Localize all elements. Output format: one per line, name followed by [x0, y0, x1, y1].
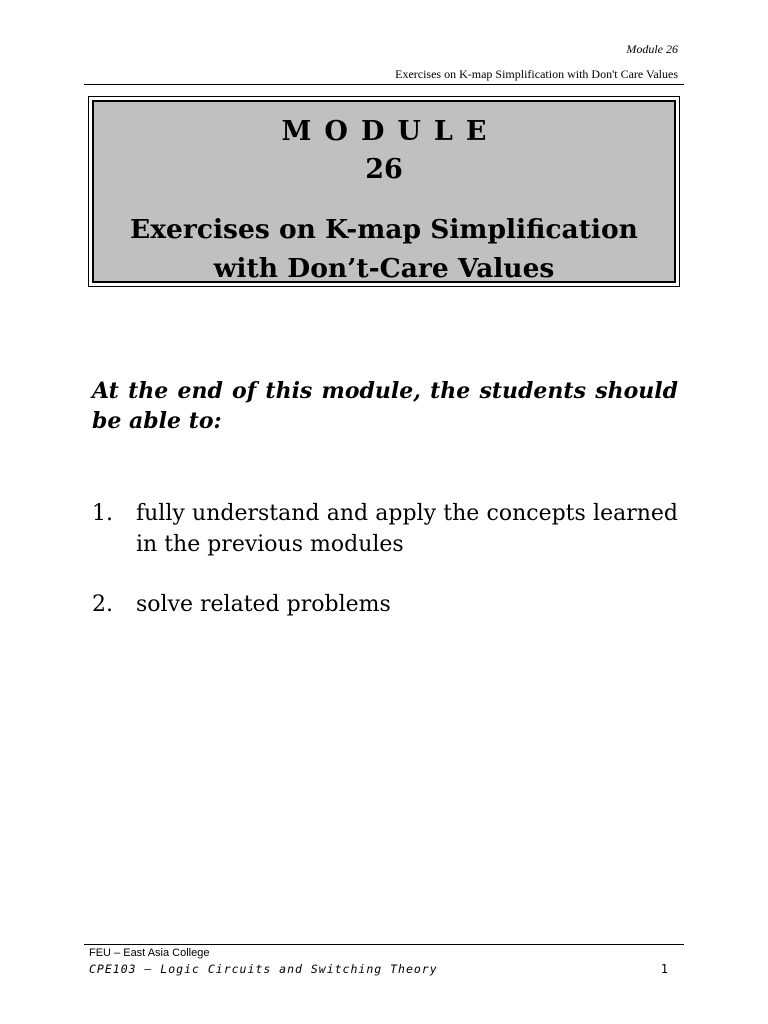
module-title-box	[88, 96, 680, 287]
objective-number: 1.	[92, 501, 113, 526]
objective-item-2	[92, 589, 678, 620]
header-subtitle: Exercises on K-map Simplification with Don't Care Values	[395, 67, 678, 81]
module-title	[94, 210, 674, 288]
objective-text: solve related problems	[136, 592, 391, 617]
header-module-label: Module 26	[626, 42, 678, 56]
module-title-line-1: Exercises on K-map Simplification	[130, 214, 638, 245]
objectives-intro: At the end of this module, the students should be able to:	[92, 378, 678, 434]
footer-course: CPE103 – Logic Circuits and Switching Theory	[89, 962, 438, 976]
objective-item-1	[92, 498, 678, 560]
module-title-box-inner	[92, 100, 676, 283]
objective-text: fully understand and apply the concepts learned in the previous modules	[136, 501, 678, 557]
module-number: 26	[365, 154, 403, 185]
page-footer	[84, 944, 684, 981]
footer-institution: FEU – East Asia College	[89, 947, 210, 959]
page-number: 1	[660, 962, 668, 976]
module-word: MODULE	[281, 116, 500, 147]
objective-number: 2.	[92, 592, 113, 617]
module-title-line-2: with Don’t-Care Values	[213, 253, 555, 284]
page-header	[84, 40, 684, 85]
